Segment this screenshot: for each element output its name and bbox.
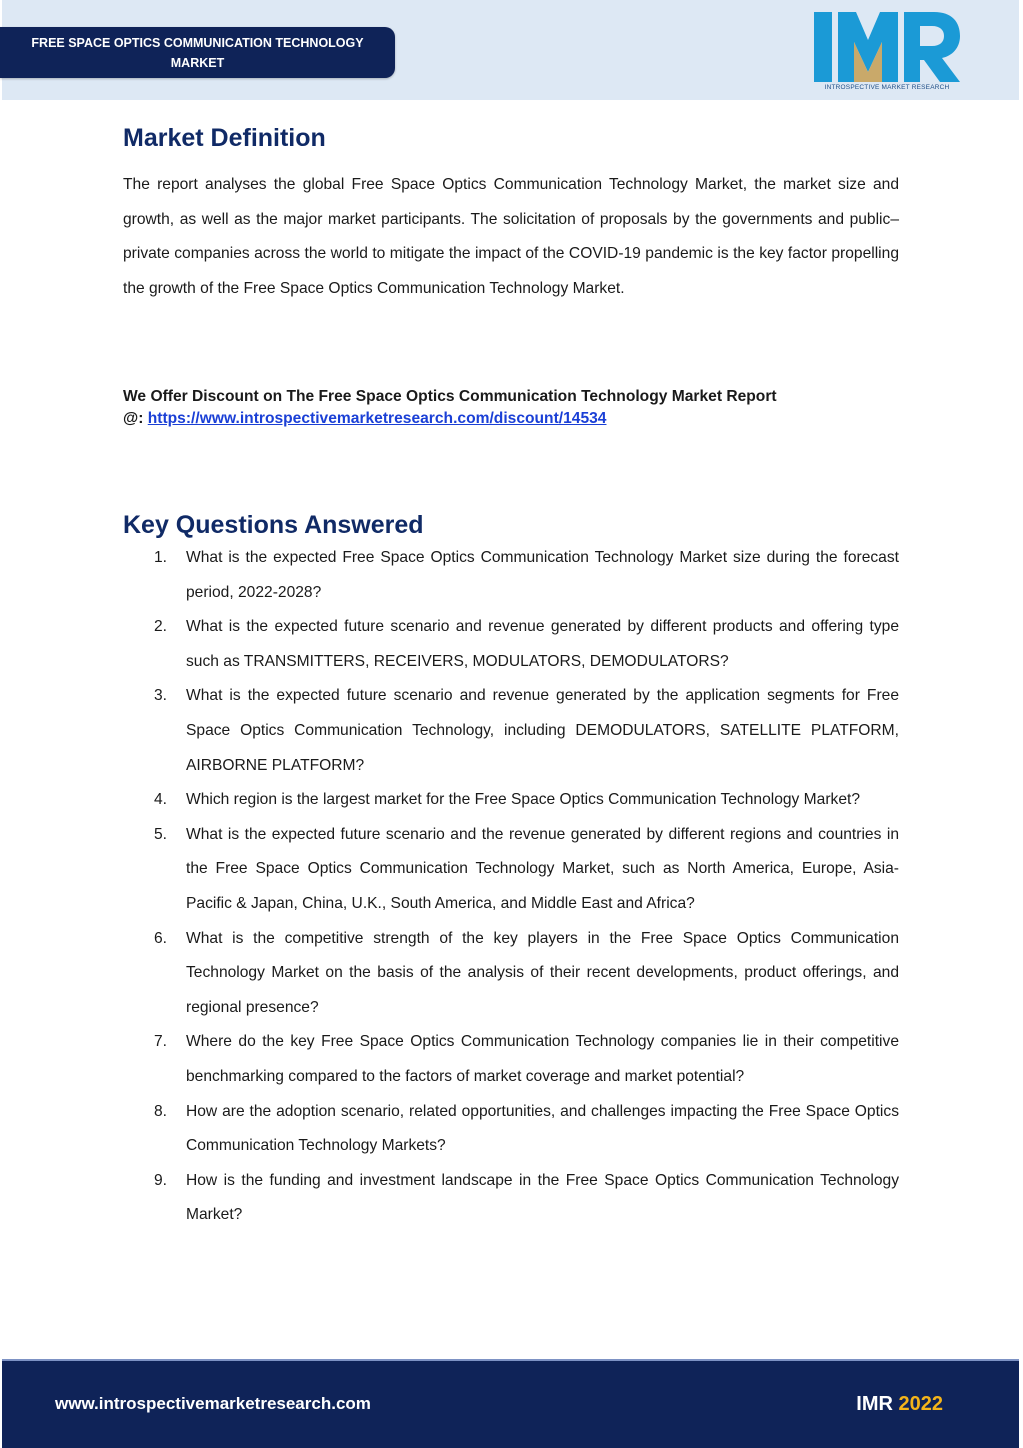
question-number: 1. [154,549,168,566]
footer-brand [856,1393,943,1416]
key-questions-heading: Key Questions Answered [123,511,424,539]
question-text: What is the expected future scenario and the revenue generated by different regions and countries in the Free Space Optics Communication Technology Market, such as North America, Europe, Asia-Pacific & Japan, China, U.K., South America, and Middle East and Africa? [186,825,899,912]
question-number: 5. [154,825,168,843]
question-item [123,818,899,922]
question-text: How are the adoption scenario, related opportunities, and challenges impacting the Free Space Optics Communication Technology Markets? [186,1102,899,1155]
question-number: 9. [154,1171,168,1189]
question-item [123,922,899,1026]
question-number: 3. [154,687,168,705]
discount-text: We Offer Discount on The Free Space Optics Communication Technology Market Report [123,388,777,405]
question-number: 8. [154,1102,168,1120]
footer-website-link[interactable]: www.introspectivemarketresearch.com [55,1394,371,1413]
question-text: What is the competitive strength of the key players in the Free Space Optics Communication Technology Market on the basis of the analysis of their recent developments, product offerings, and regional presence? [186,929,899,1016]
question-text: How is the funding and investment landscape in the Free Space Optics Communication Technology Market? [186,1171,899,1224]
question-number: 4. [154,791,168,809]
market-definition-body: The report analyses the global Free Space Optics Communication Technology Market, the market size and growth, as well as the major market participants. The solicitation of proposals by the governments and public–private companies across the world to mitigate the impact of the COVID-19 pandemic is the key factor propelling the growth of the Free Space Optics Communication Technology Market. [123,176,899,297]
question-text: Where do the key Free Space Optics Communication Technology companies lie in their competitive benchmarking compared to the factors of market coverage and market potential? [186,1033,899,1085]
question-number: 6. [154,929,168,947]
footer-band [2,1359,1019,1448]
market-definition-heading: Market Definition [123,124,326,152]
question-text: What is the expected Free Space Optics Communication Technology Market size during the forecast period, 2022-2028? [186,549,899,601]
logo-caption: INTROSPECTIVE MARKET RESEARCH [824,84,950,91]
question-number: 2. [154,618,168,636]
question-item [123,783,899,818]
question-item [123,1025,899,1094]
question-item [123,1095,899,1164]
footer-brand-name: IMR [856,1393,893,1415]
question-item [123,679,899,783]
discount-notice [123,386,899,430]
question-item [123,541,899,610]
question-item [123,610,899,679]
footer-year: 2022 [898,1393,943,1415]
key-questions-list [123,541,899,1233]
report-title: FREE SPACE OPTICS COMMUNICATION TECHNOLOGY MARKET [31,35,364,70]
question-text: What is the expected future scenario and revenue generated by different products and offering type such as TRANSMITTERS, RECEIVERS, MODULATORS, DEMODULATORS? [186,618,899,670]
report-title-banner [0,27,395,78]
question-item [123,1164,899,1233]
discount-link[interactable]: https://www.introspectivemarketresearch.com/discount/14534 [147,410,607,427]
question-text: What is the expected future scenario and revenue generated by the application segments for Free Space Optics Communication Technology, including DEMODULATORS, SATELLITE PLATFORM, AIRBORNE PLATFORM? [186,687,899,774]
discount-prefix: @: [123,410,148,427]
question-number: 7. [154,1033,168,1051]
question-text: Which region is the largest market for the Free Space Optics Communication Technology Market? [186,791,861,809]
